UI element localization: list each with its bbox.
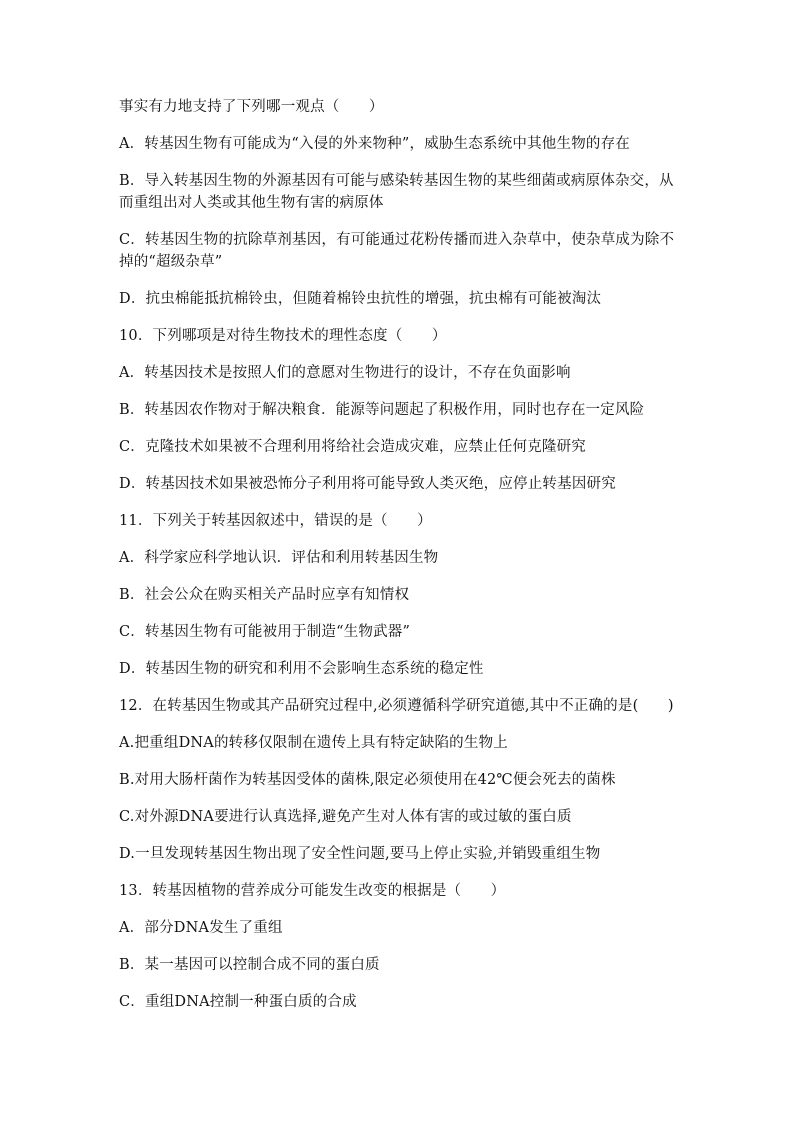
q13-option-a: A．部分DNA发生了重组 — [119, 920, 283, 936]
page-content — [119, 96, 684, 1013]
q10-option-c: C．克隆技术如果被不合理利用将给社会造成灾难，应禁止任何克隆研究 — [119, 439, 586, 455]
q12-option-a: A.把重组DNA的转移仅限制在遗传上具有特定缺陷的生物上 — [119, 735, 508, 751]
q10-option-b: B．转基因农作物对于解决粮食．能源等问题起了积极作用，同时也存在一定风险 — [119, 402, 645, 418]
q11-option-b: B．社会公众在购买相关产品时应享有知情权 — [119, 587, 410, 603]
q10-option-a: A．转基因技术是按照人们的意愿对生物进行的设计，不存在负面影响 — [119, 365, 571, 381]
q9-option-d: D．抗虫棉能抵抗棉铃虫，但随着棉铃虫抗性的增强，抗虫棉有可能被淘汰 — [119, 291, 602, 307]
q12-option-b: B.对用大肠杆菌作为转基因受体的菌株,限定必须使用在42℃便会死去的菌株 — [119, 772, 616, 788]
q10-option-d: D．转基因技术如果被恐怖分子利用将可能导致人类灭绝，应停止转基因研究 — [119, 476, 616, 492]
q13-option-c: C．重组DNA控制一种蛋白质的合成 — [119, 994, 357, 1010]
question-9-stem-tail: 事实有力地支持了下列哪一观点（ ） — [119, 99, 384, 115]
q9-option-b-line1: B．导入转基因生物的外源基因有可能与感染转基因生物的某些细菌或病原体杂交，从 — [119, 173, 674, 189]
question-13-stem: 13．转基因植物的营养成分可能发生改变的根据是（ ） — [119, 883, 506, 899]
q9-option-b-line2: 而重组出对人类或其他生物有害的病原体 — [119, 195, 384, 211]
question-11-stem: 11．下列关于转基因叙述中，错误的是（ ） — [119, 513, 432, 529]
q9-option-c-line2: 掉的“超级杂草” — [119, 254, 223, 270]
q12-option-d: D.一旦发现转基因生物出现了安全性问题,要马上停止实验,并销毁重组生物 — [119, 846, 601, 862]
q11-option-c: C．转基因生物有可能被用于制造“生物武器” — [119, 624, 411, 640]
question-10-stem: 10．下列哪项是对待生物技术的理性态度（ ） — [119, 328, 447, 344]
q13-option-b: B．某一基因可以控制合成不同的蛋白质 — [119, 957, 380, 973]
q12-option-c: C.对外源DNA要进行认真选择,避免产生对人体有害的或过敏的蛋白质 — [119, 809, 572, 825]
question-12-stem: 12．在转基因生物或其产品研究过程中,必须遵循科学研究道德,其中不正确的是( ) — [119, 698, 674, 714]
q9-option-a: A．转基因生物有可能成为“入侵的外来物种”，威胁生态系统中其他生物的存在 — [119, 136, 630, 152]
q11-option-d: D．转基因生物的研究和利用不会影响生态系统的稳定性 — [119, 661, 484, 677]
q11-option-a: A．科学家应科学地认识．评估和利用转基因生物 — [119, 550, 439, 566]
q9-option-c-line1: C．转基因生物的抗除草剂基因，有可能通过花粉传播而进入杂草中，使杂草成为除不 — [119, 232, 675, 248]
